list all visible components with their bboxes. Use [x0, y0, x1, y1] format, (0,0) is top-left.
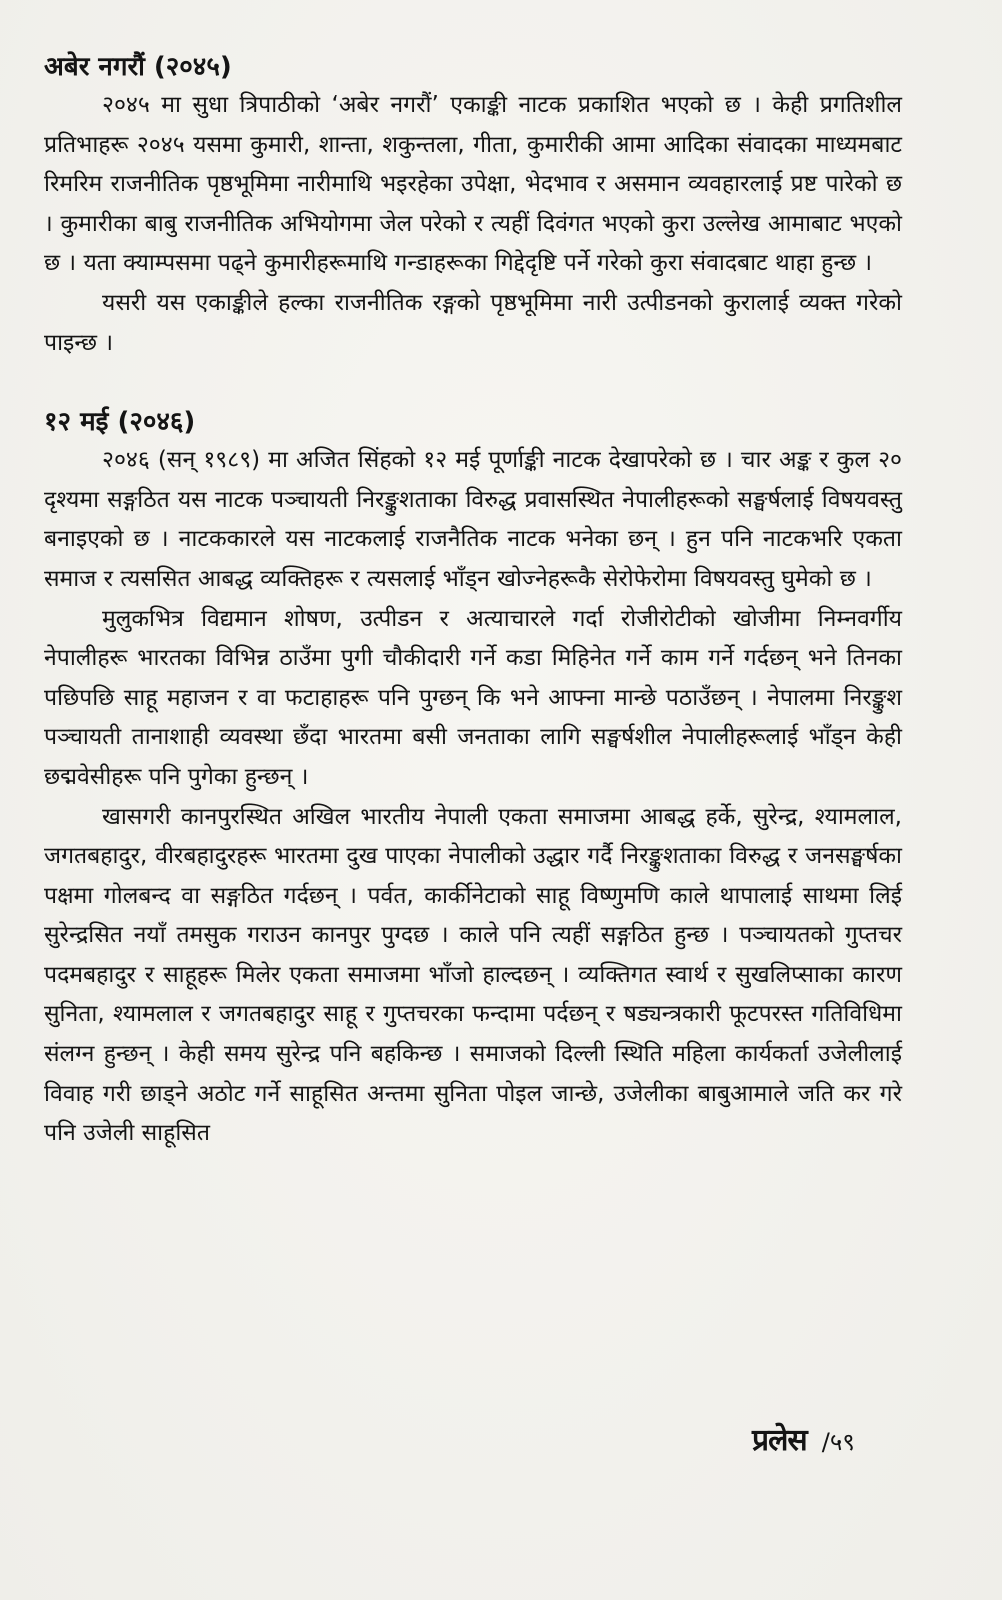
paragraph: २०४६ (सन् १९८९) मा अजित सिंहको १२ मई पूर्णाङ्की नाटक देखापरेको छ । चार अङ्क र कुल २० दृश्यमा सङ्गठित यस नाटक पञ्चायती निरङ्कुशताका विरुद्ध प्रवासस्थित नेपालीहरूको सङ्घर्षलाई विषयवस्तु बनाइएको छ । नाटककारले यस नाटकलाई राजनैतिक नाटक भनेका छन् । हुन पनि नाटकभरि एकता समाज र त्यससित आबद्ध व्यक्तिहरू र त्यसलाई भाँड्न खोज्नेहरूकै सेरोफेरोमा विषयवस्तु घुमेको छ । [44, 447, 902, 592]
page-footer [752, 1418, 855, 1459]
paragraph: खासगरी कानपुरस्थित अखिल भारतीय नेपाली एकता समाजमा आबद्ध हर्के, सुरेन्द्र, श्यामलाल, जगतबहादुर, वीरबहादुरहरू भारतमा दुख पाएका नेपालीको उद्धार गर्दै निरङ्कुशताका विरुद्ध र जनसङ्घर्षका पक्षमा गोलबन्द वा सङ्गठित गर्दछन् । पर्वत, कार्कीनेटाको साहू विष्णुमणि काले थापालाई साथमा लिई सुरेन्द्रसित नयाँ तमसुक गराउन कानपुर पुग्दछ । काले पनि त्यहीं सङ्गठित हुन्छ । पञ्चायतको गुप्तचर पदमबहादुर र साहूहरू मिलेर एकता समाजमा भाँजो हाल्दछन् । व्यक्तिगत स्वार्थ र सुखलिप्साका कारण सुनिता, श्यामलाल र जगतबहादुर साहू र गुप्तचरका फन्दामा पर्दछन् र षड्यन्त्रकारी फूटपरस्त गतिविधिमा संलग्न हुन्छन् । केही समय सुरेन्द्र पनि बहकिन्छ । समाजको दिल्ली स्थिति महिला कार्यकर्ता उजेलीलाई विवाह गरी छाड्ने अठोट गर्ने साहूसित अन्तमा सुनिता पोइल जान्छे, उजेलीका बाबुआमाले जति कर गरे पनि उजेली साहूसित [44, 803, 902, 1147]
paragraph: २०४५ मा सुधा त्रिपाठीको ‘अबेर नगरौं’ एकाङ्की नाटक प्रकाशित भएको छ । केही प्रगतिशील प्रतिभाहरू २०४५ यसमा कुमारी, शान्ता, शकुन्तला, गीता, कुमारीकी आमा आदिका संवादका माध्यमबाट रिमरिम राजनीतिक पृष्ठभूमिमा नारीमाथि भइरहेका उपेक्षा, भेदभाव र असमान व्यवहारलाई प्रष्ट पारेको छ । कुमारीका बाबु राजनीतिक अभियोगमा जेल परेको र त्यहीं दिवंगत भएको कुरा उल्लेख आमाबाट भएको छ । यता क्याम्पसमा पढ्ने कुमारीहरूमाथि गन्डाहरूका गिद्देदृष्टि पर्ने गरेको कुरा संवादबाट थाहा हुन्छ । [44, 92, 902, 277]
section-heading: अबेर नगरौं (२०४५) [44, 52, 232, 82]
section-aber-nagarau [44, 48, 902, 363]
paragraph: मुलुकभित्र विद्यमान शोषण, उत्पीडन र अत्याचारले गर्दा रोजीरोटीको खोजीमा निम्नवर्गीय नेपालीहरू भारतका विभिन्न ठाउँमा पुगी चौकीदारी गर्ने कडा मिहिनेत गर्ने काम गर्ने गर्दछन् भने तिनका पछिपछि साहू महाजन र वा फटाहाहरू पनि पुग्छन् कि भने आफ्ना मान्छे पठाउँछन् । नेपालमा निरङ्कुश पञ्चायती तानाशाही व्यवस्था छँदा भारतमा बसी जनताका लागि सङ्घर्षशील नेपालीहरूलाई भाँड्न केही छद्मवेसीहरू पनि पुगेका हुन्छन् । [44, 605, 902, 790]
document-body [44, 48, 902, 1154]
publisher-mark: प्रलेस [752, 1423, 807, 1458]
section-heading: १२ मई (२०४६) [44, 407, 196, 438]
paragraph: यसरी यस एकाङ्कीले हल्का राजनीतिक रङ्गको पृष्ठभूमिमा नारी उत्पीडनको कुरालाई व्यक्त गरेको पाइन्छ । [44, 289, 902, 356]
section-spacer [44, 363, 902, 403]
section-12-mai [44, 403, 902, 1154]
page-number: /५९ [821, 1428, 855, 1456]
